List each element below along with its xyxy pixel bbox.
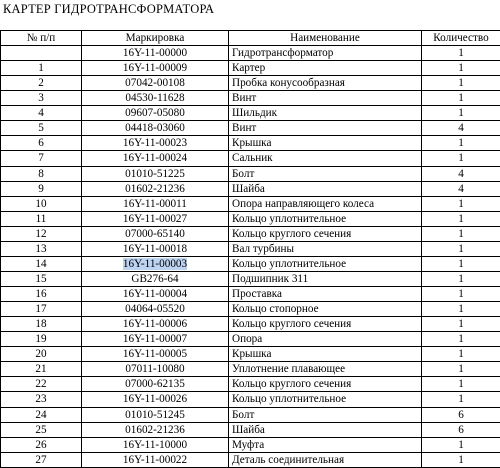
part-name-cell: Подшипник 311 (229, 271, 422, 286)
row-number-cell: 3 (1, 91, 82, 106)
part-marking-cell: 01010-51245 (82, 407, 229, 422)
quantity-cell: 1 (422, 76, 500, 91)
quantity-cell: 1 (422, 317, 500, 332)
table-row (1, 91, 500, 106)
quantity-cell: 1 (422, 392, 500, 407)
column-header-marking: Маркировка (82, 31, 229, 46)
part-name-cell: Крышка (229, 136, 422, 151)
part-name-cell: Болт (229, 166, 422, 181)
table-body (1, 46, 500, 468)
table-row (1, 151, 500, 166)
part-marking-cell: 01602-21236 (82, 422, 229, 437)
quantity-cell: 1 (422, 287, 500, 302)
row-number-cell: 1 (1, 61, 82, 76)
part-marking-cell: 16Y-11-00000 (82, 46, 229, 61)
part-name-cell: Сальник (229, 151, 422, 166)
table-row (1, 347, 500, 362)
quantity-cell: 1 (422, 347, 500, 362)
table-row (1, 61, 500, 76)
document-title: КАРТЕР ГИДРОТРАНСФОРМАТОРА (3, 2, 214, 17)
row-number-cell: 13 (1, 241, 82, 256)
table-row (1, 136, 500, 151)
quantity-cell: 1 (422, 437, 500, 452)
part-marking-cell: 16Y-11-00023 (82, 136, 229, 151)
table-row (1, 422, 500, 437)
row-number-cell: 27 (1, 452, 82, 467)
part-marking-cell: 16Y-11-00007 (82, 332, 229, 347)
quantity-cell: 1 (422, 61, 500, 76)
part-marking-cell: 04418-03060 (82, 121, 229, 136)
table-row (1, 226, 500, 241)
quantity-cell: 1 (422, 91, 500, 106)
quantity-cell: 4 (422, 181, 500, 196)
row-number-cell: 15 (1, 271, 82, 286)
part-marking-cell: 01602-21236 (82, 181, 229, 196)
part-name-cell: Болт (229, 407, 422, 422)
row-number-cell: 25 (1, 422, 82, 437)
row-number-cell: 6 (1, 136, 82, 151)
part-marking-cell: 16Y-11-00027 (82, 211, 229, 226)
part-marking-cell: 16Y-11-00022 (82, 452, 229, 467)
table-row (1, 271, 500, 286)
table-row (1, 196, 500, 211)
quantity-cell: 1 (422, 256, 500, 271)
table-row (1, 181, 500, 196)
part-marking-cell: 07042-00108 (82, 76, 229, 91)
table-row (1, 256, 500, 271)
part-marking-cell: 04064-05520 (82, 302, 229, 317)
part-marking-cell: 07000-62135 (82, 377, 229, 392)
quantity-cell: 1 (422, 196, 500, 211)
quantity-cell: 6 (422, 422, 500, 437)
part-marking-cell: 16Y-11-00026 (82, 392, 229, 407)
quantity-cell: 1 (422, 302, 500, 317)
table-row (1, 287, 500, 302)
table-row (1, 452, 500, 467)
column-header-name: Наименование (229, 31, 422, 46)
row-number-cell: 12 (1, 226, 82, 241)
row-number-cell: 5 (1, 121, 82, 136)
quantity-cell: 1 (422, 332, 500, 347)
row-number-cell: 18 (1, 317, 82, 332)
part-marking-cell (82, 256, 229, 271)
part-marking-cell: 07011-10080 (82, 362, 229, 377)
part-marking-cell: 16Y-11-00004 (82, 287, 229, 302)
part-name-cell: Шайба (229, 181, 422, 196)
quantity-cell: 1 (422, 211, 500, 226)
table-row (1, 302, 500, 317)
row-number-cell: 19 (1, 332, 82, 347)
row-number-cell (1, 46, 82, 61)
part-name-cell: Пробка конусообразная (229, 76, 422, 91)
part-name-cell: Кольцо круглого сечения (229, 226, 422, 241)
row-number-cell: 14 (1, 256, 82, 271)
part-marking-cell: 16Y-11-10000 (82, 437, 229, 452)
quantity-cell: 4 (422, 166, 500, 181)
row-number-cell: 11 (1, 211, 82, 226)
row-number-cell: 17 (1, 302, 82, 317)
part-name-cell: Опора (229, 332, 422, 347)
part-marking-cell: 16Y-11-00005 (82, 347, 229, 362)
quantity-cell: 1 (422, 136, 500, 151)
table-row (1, 392, 500, 407)
row-number-cell: 7 (1, 151, 82, 166)
part-name-cell: Проставка (229, 287, 422, 302)
row-number-cell: 22 (1, 377, 82, 392)
part-marking-cell: 16Y-11-00006 (82, 317, 229, 332)
part-name-cell: Шайба (229, 422, 422, 437)
table-row (1, 46, 500, 61)
row-number-cell: 9 (1, 181, 82, 196)
table-row (1, 76, 500, 91)
quantity-cell: 1 (422, 46, 500, 61)
part-name-cell: Кольцо стопорное (229, 302, 422, 317)
row-number-cell: 23 (1, 392, 82, 407)
quantity-cell: 1 (422, 271, 500, 286)
part-name-cell: Кольцо уплотнительное (229, 392, 422, 407)
part-marking-cell: 07000-65140 (82, 226, 229, 241)
quantity-cell: 1 (422, 362, 500, 377)
row-number-cell: 4 (1, 106, 82, 121)
part-name-cell: Винт (229, 91, 422, 106)
quantity-cell: 1 (422, 241, 500, 256)
row-number-cell: 24 (1, 407, 82, 422)
row-number-cell: 16 (1, 287, 82, 302)
part-name-cell: Кольцо уплотнительное (229, 256, 422, 271)
part-marking-cell: 16Y-11-00018 (82, 241, 229, 256)
table-row (1, 121, 500, 136)
row-number-cell: 20 (1, 347, 82, 362)
row-number-cell: 10 (1, 196, 82, 211)
part-name-cell: Шильдик (229, 106, 422, 121)
row-number-cell: 26 (1, 437, 82, 452)
part-name-cell: Картер (229, 61, 422, 76)
quantity-cell: 6 (422, 407, 500, 422)
part-name-cell: Кольцо уплотнительное (229, 211, 422, 226)
table-row (1, 106, 500, 121)
part-name-cell: Муфта (229, 437, 422, 452)
part-name-cell: Крышка (229, 347, 422, 362)
part-marking-cell: 16Y-11-00011 (82, 196, 229, 211)
part-marking-cell: 09607-05080 (82, 106, 229, 121)
table-row (1, 437, 500, 452)
part-name-cell: Кольцо круглого сечения (229, 317, 422, 332)
quantity-cell: 1 (422, 106, 500, 121)
part-marking-cell: 16Y-11-00024 (82, 151, 229, 166)
quantity-cell: 1 (422, 452, 500, 467)
row-number-cell: 2 (1, 76, 82, 91)
part-name-cell: Деталь соединительная (229, 452, 422, 467)
table-row (1, 332, 500, 347)
column-header-quantity: Количество (422, 31, 500, 46)
table-row (1, 166, 500, 181)
part-name-cell: Винт (229, 121, 422, 136)
part-marking-cell: GB276-64 (82, 271, 229, 286)
part-marking-cell: 01010-51225 (82, 166, 229, 181)
part-name-cell: Вал турбины (229, 241, 422, 256)
row-number-cell: 21 (1, 362, 82, 377)
row-number-cell: 8 (1, 166, 82, 181)
highlighted-marking: 16Y-11-00003 (123, 258, 187, 270)
quantity-cell: 4 (422, 121, 500, 136)
table-row (1, 407, 500, 422)
part-name-cell: Опора направляющего колеса (229, 196, 422, 211)
quantity-cell: 1 (422, 151, 500, 166)
part-name-cell: Уплотнение плавающее (229, 362, 422, 377)
table-row (1, 377, 500, 392)
table-row (1, 211, 500, 226)
part-marking-cell: 16Y-11-00009 (82, 61, 229, 76)
table-row (1, 362, 500, 377)
table-header-row (1, 31, 500, 46)
part-name-cell: Кольцо круглого сечения (229, 377, 422, 392)
parts-table (0, 30, 500, 468)
table-row (1, 241, 500, 256)
part-marking-cell: 04530-11628 (82, 91, 229, 106)
column-header-number: № п/п (1, 31, 82, 46)
quantity-cell: 1 (422, 377, 500, 392)
table-row (1, 317, 500, 332)
part-name-cell: Гидротрансформатор (229, 46, 422, 61)
quantity-cell: 1 (422, 226, 500, 241)
